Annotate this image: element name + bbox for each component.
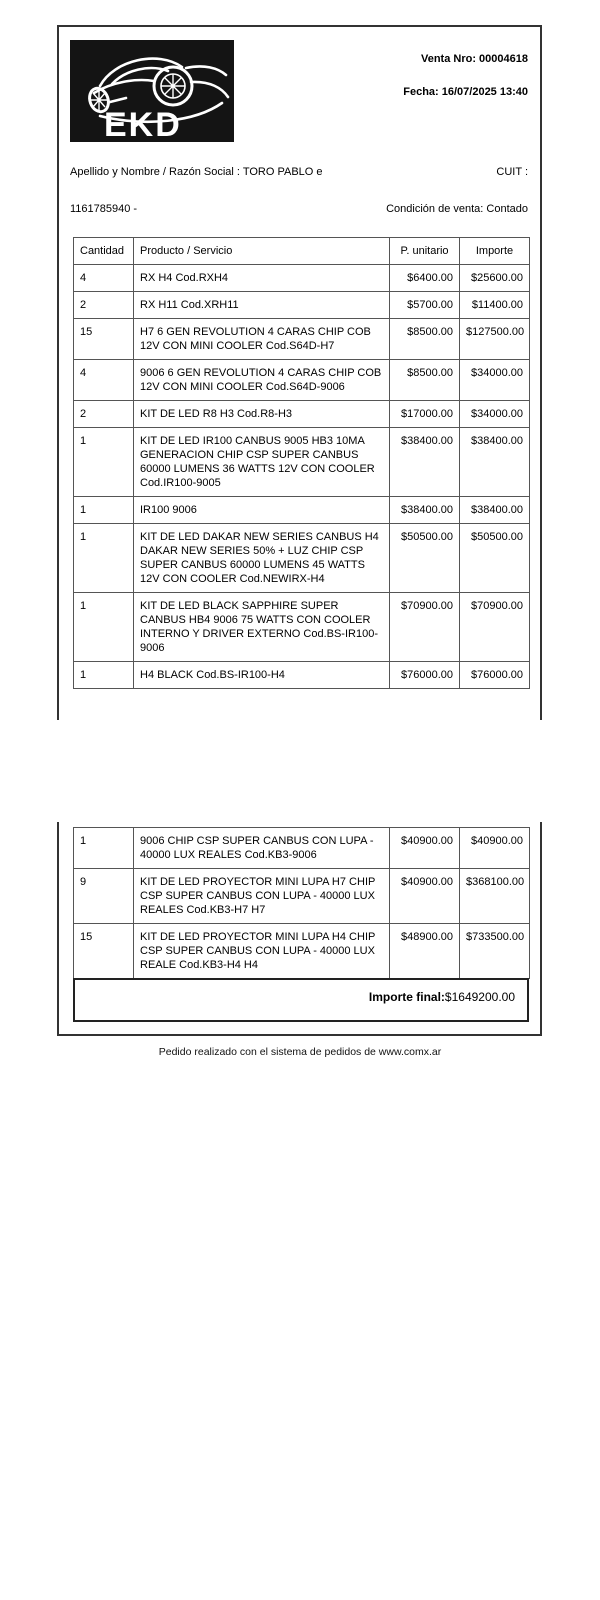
cell-producto: RX H4 Cod.RXH4 [134, 265, 390, 292]
cell-amount: $11400.00 [460, 292, 530, 319]
cell-unit-price: $5700.00 [390, 292, 460, 319]
customer-name: Apellido y Nombre / Razón Social : TORO PABLO e [70, 166, 323, 178]
cell-amount: $127500.00 [460, 319, 530, 360]
cell-producto: KIT DE LED PROYECTOR MINI LUPA H4 CHIP CSP SUPER CANBUS CON LUPA - 40000 LUX REALE Cod.KB3-H4 H4 [134, 924, 390, 979]
footer-note: Pedido realizado con el sistema de pedidos de www.comx.ar [158, 1046, 442, 1058]
cell-cantidad: 15 [74, 319, 134, 360]
cell-amount: $34000.00 [460, 401, 530, 428]
cell-producto: KIT DE LED BLACK SAPPHIRE SUPER CANBUS HB4 9006 75 WATTS CON COOLER INTERNO Y DRIVER EXTERNO Cod.BS-IR100-9006 [134, 593, 390, 662]
sale-condition: Condición de venta: Contado [386, 203, 528, 215]
cell-cantidad: 2 [74, 292, 134, 319]
page-1 [57, 25, 542, 720]
cell-amount: $70900.00 [460, 593, 530, 662]
table-row [74, 593, 530, 662]
col-header-importe: Importe [460, 238, 530, 265]
cell-cantidad: 1 [74, 593, 134, 662]
cell-amount: $368100.00 [460, 869, 530, 924]
cell-unit-price: $40900.00 [390, 828, 460, 869]
cell-cantidad: 4 [74, 360, 134, 401]
cell-producto: KIT DE LED IR100 CANBUS 9005 HB3 10MA GENERACION CHIP CSP SUPER CANBUS 60000 LUMENS 36 WATTS 12V CON COOLER Cod.IR100-9005 [134, 428, 390, 497]
cuit-label: CUIT : [496, 166, 528, 178]
cell-producto: KIT DE LED PROYECTOR MINI LUPA H7 CHIP CSP SUPER CANBUS CON LUPA - 40000 LUX REALES Cod.KB3-H7 H7 [134, 869, 390, 924]
table-row [74, 828, 530, 869]
total-box [73, 978, 529, 1022]
col-header-producto: Producto / Servicio [134, 238, 390, 265]
cell-cantidad: 1 [74, 524, 134, 593]
table-row [74, 319, 530, 360]
products-table-continued [73, 827, 530, 979]
cell-unit-price: $50500.00 [390, 524, 460, 593]
cell-unit-price: $38400.00 [390, 428, 460, 497]
car-icon [70, 40, 234, 142]
cell-producto: IR100 9006 [134, 497, 390, 524]
col-header-unitario: P. unitario [390, 238, 460, 265]
customer-line-2 [70, 203, 528, 215]
sale-number: Venta Nro: 00004618 [420, 53, 528, 65]
products-table [73, 237, 530, 689]
customer-line-1 [70, 166, 528, 178]
total-label: Importe final: [368, 990, 445, 1004]
cell-cantidad: 9 [74, 869, 134, 924]
cell-producto: KIT DE LED DAKAR NEW SERIES CANBUS H4 DAKAR NEW SERIES 50% + LUZ CHIP CSP SUPER CANBUS 60000 LUMENS 45 WATTS 12V CON COOLER Cod.NEWIRX-H4 [134, 524, 390, 593]
cell-cantidad: 2 [74, 401, 134, 428]
cell-unit-price: $48900.00 [390, 924, 460, 979]
table-row [74, 360, 530, 401]
col-header-cantidad: Cantidad [74, 238, 134, 265]
cell-unit-price: $6400.00 [390, 265, 460, 292]
cell-amount: $76000.00 [460, 662, 530, 689]
cell-cantidad: 1 [74, 662, 134, 689]
cell-unit-price: $40900.00 [390, 869, 460, 924]
cell-cantidad: 4 [74, 265, 134, 292]
cell-producto: H7 6 GEN REVOLUTION 4 CARAS CHIP COB 12V CON MINI COOLER Cod.S64D-H7 [134, 319, 390, 360]
cell-amount: $34000.00 [460, 360, 530, 401]
cell-unit-price: $17000.00 [390, 401, 460, 428]
cell-cantidad: 15 [74, 924, 134, 979]
table-row [74, 924, 530, 979]
table-row [74, 869, 530, 924]
cell-producto: H4 BLACK Cod.BS-IR100-H4 [134, 662, 390, 689]
table-row [74, 401, 530, 428]
cell-amount: $38400.00 [460, 497, 530, 524]
customer-phone: 1161785940 - [70, 203, 138, 215]
cell-cantidad: 1 [74, 497, 134, 524]
cell-cantidad: 1 [74, 828, 134, 869]
cell-unit-price: $38400.00 [390, 497, 460, 524]
cell-producto: 9006 6 GEN REVOLUTION 4 CARAS CHIP COB 12V CON MINI COOLER Cod.S64D-9006 [134, 360, 390, 401]
cell-unit-price: $8500.00 [390, 319, 460, 360]
table-row [74, 265, 530, 292]
cell-unit-price: $76000.00 [390, 662, 460, 689]
company-logo [70, 40, 234, 142]
table-row [74, 662, 530, 689]
cell-amount: $733500.00 [460, 924, 530, 979]
cell-cantidad: 1 [74, 428, 134, 497]
cell-unit-price: $70900.00 [390, 593, 460, 662]
cell-amount: $40900.00 [460, 828, 530, 869]
cell-producto: 9006 CHIP CSP SUPER CANBUS CON LUPA - 40000 LUX REALES Cod.KB3-9006 [134, 828, 390, 869]
total-value: $1649200.00 [444, 990, 515, 1004]
cell-amount: $38400.00 [460, 428, 530, 497]
table-row [74, 428, 530, 497]
logo-text: EKD [104, 106, 182, 142]
cell-producto: KIT DE LED R8 H3 Cod.R8-H3 [134, 401, 390, 428]
cell-unit-price: $8500.00 [390, 360, 460, 401]
table-row [74, 292, 530, 319]
cell-amount: $50500.00 [460, 524, 530, 593]
page-2 [57, 822, 542, 1036]
table-header-row [74, 238, 530, 265]
cell-amount: $25600.00 [460, 265, 530, 292]
table-row [74, 497, 530, 524]
sale-date: Fecha: 16/07/2025 13:40 [403, 86, 528, 98]
table-row [74, 524, 530, 593]
cell-producto: RX H11 Cod.XRH11 [134, 292, 390, 319]
